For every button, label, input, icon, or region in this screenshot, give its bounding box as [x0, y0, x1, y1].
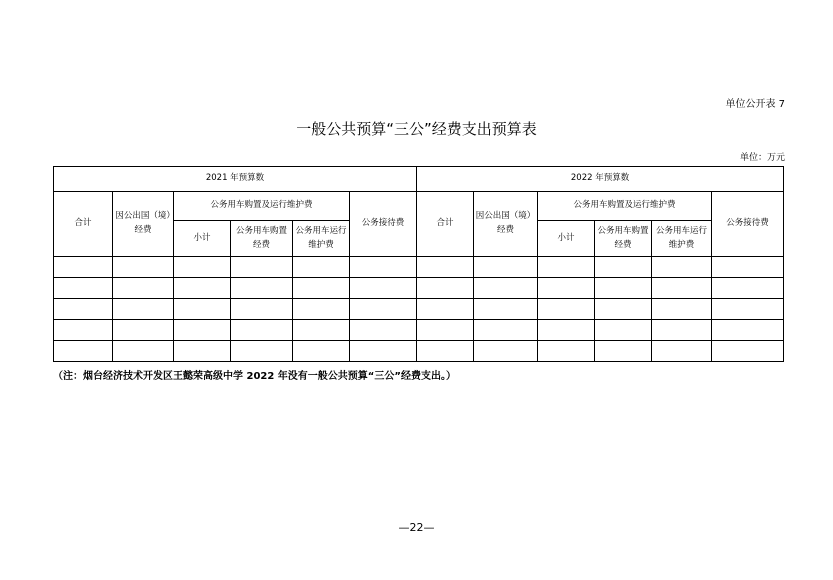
table-cell	[538, 278, 595, 299]
table-cell	[538, 341, 595, 362]
table-cell	[474, 341, 538, 362]
table-cell	[538, 257, 595, 278]
header-2021-vehicle-operation: 公务用车运行维护费	[293, 221, 350, 257]
table-cell	[113, 320, 174, 341]
header-2021-reception: 公务接待费	[350, 192, 417, 257]
table-cell	[54, 278, 113, 299]
header-2022-total: 合计	[417, 192, 474, 257]
table-cell	[652, 341, 712, 362]
form-number: 单位公开表 7	[725, 99, 785, 110]
table-cell	[174, 278, 231, 299]
table-cell	[417, 320, 474, 341]
table-cell	[174, 257, 231, 278]
table-cell	[113, 278, 174, 299]
table-cell	[595, 320, 652, 341]
table-cell	[231, 278, 293, 299]
header-2022-subtotal: 小计	[538, 221, 595, 257]
table-row	[54, 278, 784, 299]
header-2022-reception: 公务接待费	[712, 192, 784, 257]
table-cell	[293, 257, 350, 278]
table-cell	[293, 299, 350, 320]
table-cell	[474, 257, 538, 278]
footnote: （注：烟台经济技术开发区王懿荣高级中学 2022 年没有一般公共预算“三公”经费支出。）	[53, 371, 456, 382]
table-cell	[538, 299, 595, 320]
table-cell	[595, 341, 652, 362]
header-2022: 2022 年预算数	[417, 167, 784, 192]
table-cell	[417, 341, 474, 362]
header-2021: 2021 年预算数	[54, 167, 417, 192]
header-2021-vehicle-purchase: 公务用车购置经费	[231, 221, 293, 257]
table-cell	[712, 299, 784, 320]
table-cell	[174, 320, 231, 341]
table-cell	[595, 299, 652, 320]
header-2021-abroad: 因公出国（境）经费	[113, 192, 174, 257]
table-cell	[652, 320, 712, 341]
header-2021-subtotal: 小计	[174, 221, 231, 257]
budget-table	[53, 166, 784, 362]
table-cell	[474, 320, 538, 341]
table-cell	[54, 320, 113, 341]
table-cell	[231, 341, 293, 362]
table-cell	[538, 320, 595, 341]
table-cell	[417, 278, 474, 299]
table-cell	[231, 257, 293, 278]
table-cell	[417, 299, 474, 320]
table-cell	[595, 257, 652, 278]
table-cell	[113, 299, 174, 320]
table-cell	[113, 257, 174, 278]
table-cell	[474, 299, 538, 320]
table-cell	[350, 341, 417, 362]
table-cell	[712, 278, 784, 299]
page-title: 一般公共预算“三公”经费支出预算表	[296, 120, 537, 138]
table-cell	[54, 257, 113, 278]
table-cell	[474, 278, 538, 299]
table-cell	[652, 299, 712, 320]
header-2021-vehicle-group: 公务用车购置及运行维护费	[174, 192, 350, 221]
table-cell	[231, 320, 293, 341]
header-2022-vehicle-purchase: 公务用车购置经费	[595, 221, 652, 257]
table-cell	[231, 299, 293, 320]
table-cell	[350, 257, 417, 278]
table-cell	[652, 257, 712, 278]
table-cell	[350, 299, 417, 320]
table-cell	[417, 257, 474, 278]
table-row	[54, 257, 784, 278]
table-row	[54, 299, 784, 320]
table-cell	[350, 320, 417, 341]
table-cell	[293, 320, 350, 341]
table-cell	[174, 299, 231, 320]
table-cell	[712, 320, 784, 341]
header-2021-total: 合计	[54, 192, 113, 257]
table-row	[54, 320, 784, 341]
page-number: —22—	[398, 521, 435, 534]
table-cell	[54, 299, 113, 320]
table-cell	[712, 257, 784, 278]
table-cell	[350, 278, 417, 299]
table-cell	[712, 341, 784, 362]
table-cell	[113, 341, 174, 362]
header-2022-abroad: 因公出国（境）经费	[474, 192, 538, 257]
table-cell	[652, 278, 712, 299]
table-cell	[595, 278, 652, 299]
table-cell	[54, 341, 113, 362]
header-2022-vehicle-operation: 公务用车运行维护费	[652, 221, 712, 257]
header-2022-vehicle-group: 公务用车购置及运行维护费	[538, 192, 712, 221]
table-cell	[174, 341, 231, 362]
table-cell	[293, 341, 350, 362]
unit-label: 单位：万元	[739, 153, 785, 163]
table-row	[54, 341, 784, 362]
table-cell	[293, 278, 350, 299]
